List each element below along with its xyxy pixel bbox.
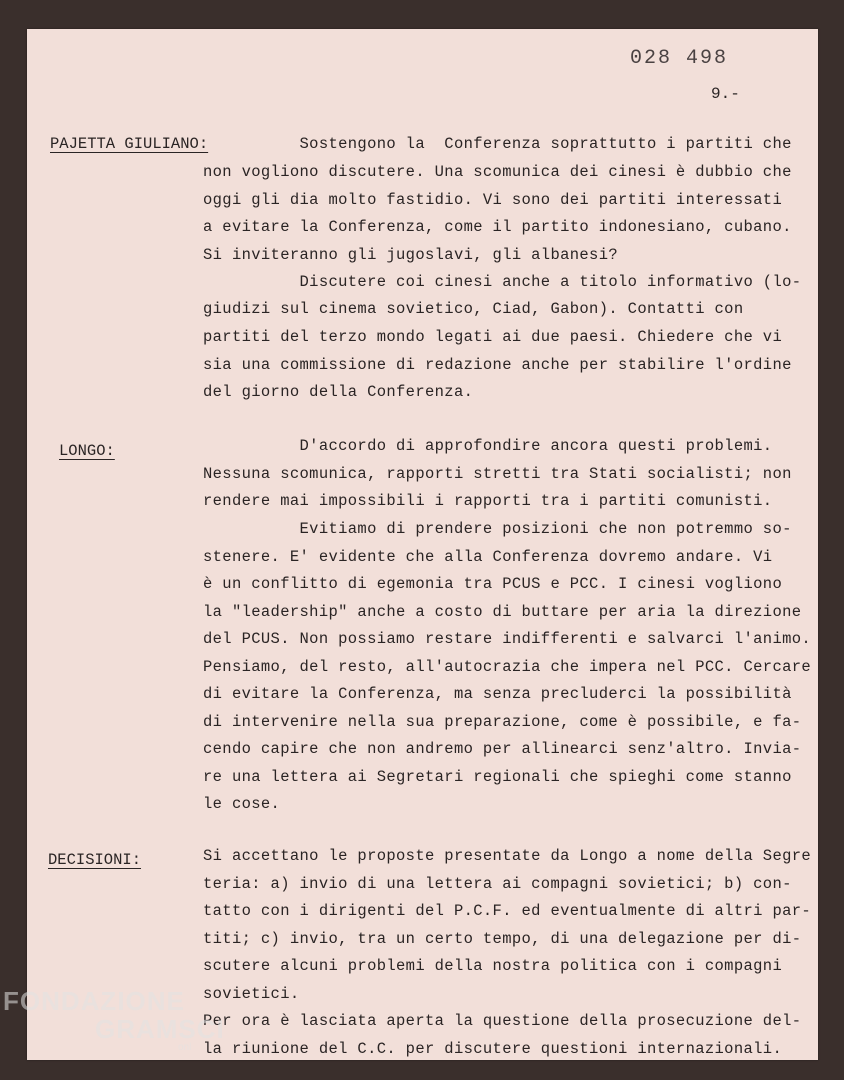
text-line: Sostengono la Conferenza soprattutto i partiti che	[203, 135, 792, 153]
text-line: sia una commissione di redazione anche per stabilire l'ordine	[203, 356, 792, 374]
text-line: oggi gli dia molto fastidio. Vi sono dei partiti interessati	[203, 191, 783, 209]
document-page	[27, 29, 818, 1060]
text-line: scutere alcuni problemi della nostra politica con i compagni	[203, 957, 783, 975]
text-line: titi; c) invio, tra un certo tempo, di una delegazione per di-	[203, 930, 802, 948]
text-line: le cose.	[203, 795, 281, 813]
speaker-longo: LONGO:	[59, 442, 115, 460]
text-line: partiti del terzo mondo legati ai due paesi. Chiedere che vi	[203, 328, 783, 346]
text-line: giudizi sul cinema sovietico, Ciad, Gabon). Contatti con	[203, 300, 744, 318]
text-line: Evitiamo di prendere posizioni che non potremmo so-	[203, 520, 792, 538]
speaker-decisioni: DECISIONI:	[48, 851, 142, 869]
document-number: 028 498	[630, 47, 729, 70]
text-line: Nessuna scomunica, rapporti stretti tra Stati socialisti; non	[203, 465, 792, 483]
text-line: D'accordo di approfondire ancora questi problemi.	[203, 437, 773, 455]
fondazione-gramsci-watermark	[3, 987, 225, 1053]
text-line: re una lettera ai Segretari regionali che spieghi come stanno	[203, 768, 792, 786]
text-line: di evitare la Conferenza, ma senza precluderci la possibilità	[203, 685, 792, 703]
text-line: Discutere coi cinesi anche a titolo informativo (lo-	[203, 273, 802, 291]
watermark-line3: onl	[178, 1042, 192, 1053]
text-line: a evitare la Conferenza, come il partito indonesiano, cubano.	[203, 218, 792, 236]
watermark-line1: FONDAZIONE	[3, 986, 185, 1016]
text-line: la "leadership" anche a costo di buttare per aria la direzione	[203, 603, 802, 621]
text-line: del PCUS. Non possiamo restare indifferenti e salvarci l'animo.	[203, 630, 812, 648]
page-number: 9.-	[711, 85, 740, 103]
text-line: la riunione del C.C. per discutere questioni internazionali.	[203, 1040, 783, 1058]
text-line: tatto con i dirigenti del P.C.F. ed eventualmente di altri par-	[203, 902, 812, 920]
text-line: Si accettano le proposte presentate da Longo a nome della Segre	[203, 847, 812, 865]
text-line: Per ora è lasciata aperta la questione della prosecuzione del-	[203, 1012, 802, 1030]
text-line: Si inviteranno gli jugoslavi, gli albanesi?	[203, 246, 619, 264]
text-line: sovietici.	[203, 985, 300, 1003]
text-line: non vogliono discutere. Una scomunica dei cinesi è dubbio che	[203, 163, 792, 181]
text-line: rendere mai impossibili i rapporti tra i partiti comunisti.	[203, 492, 773, 510]
text-line: Pensiamo, del resto, all'autocrazia che impera nel PCC. Cercare	[203, 658, 812, 676]
watermark-line2: GRAMSCI	[95, 1014, 225, 1044]
text-line: è un conflitto di egemonia tra PCUS e PCC. I cinesi vogliono	[203, 575, 783, 593]
text-line: di intervenire nella sua preparazione, come è possibile, e fa-	[203, 713, 802, 731]
text-line: teria: a) invio di una lettera ai compagni sovietici; b) con-	[203, 875, 792, 893]
text-line: cendo capire che non andremo per allinearci senz'altro. Invia-	[203, 740, 802, 758]
speaker-pajetta: PAJETTA GIULIANO:	[50, 135, 209, 153]
text-line: stenere. E' evidente che alla Conferenza dovremo andare. Vi	[203, 548, 773, 566]
text-line: del giorno della Conferenza.	[203, 383, 474, 401]
